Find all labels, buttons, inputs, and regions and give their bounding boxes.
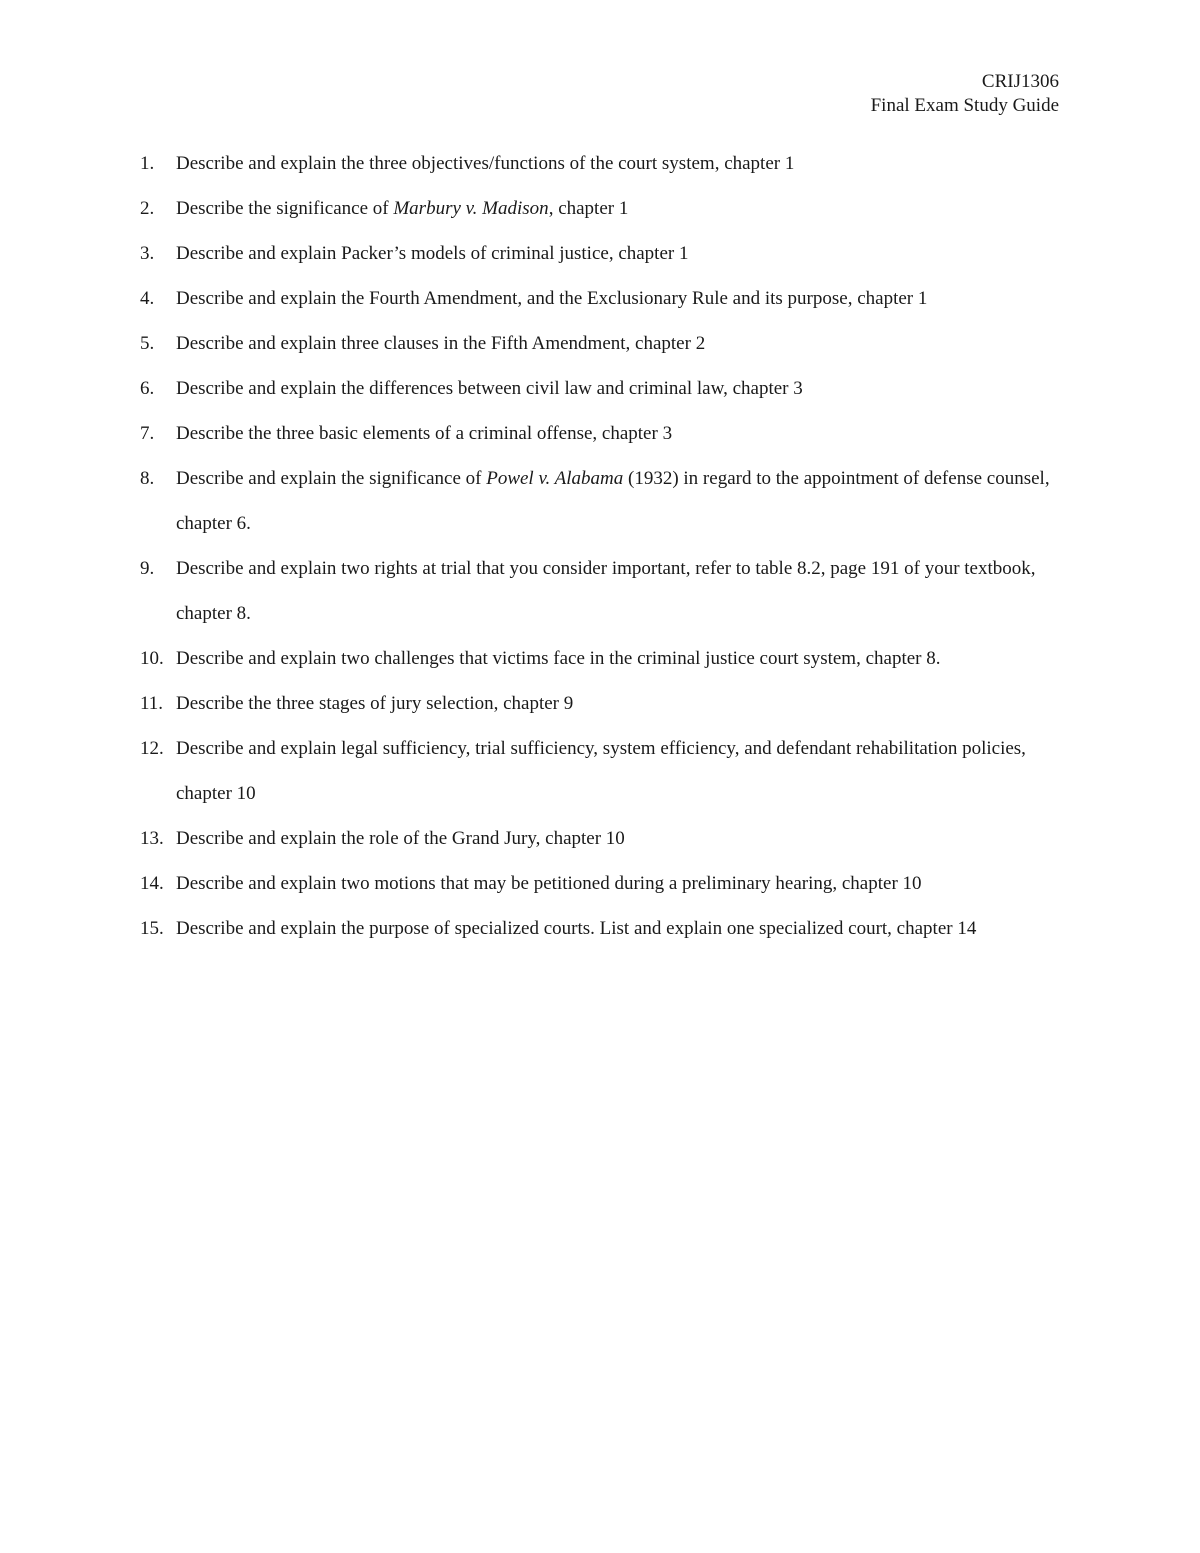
question-text xyxy=(176,693,573,714)
question-text xyxy=(176,288,927,309)
question-number: 12. xyxy=(140,738,164,759)
study-question xyxy=(140,411,1070,456)
question-number: 7. xyxy=(140,423,155,444)
question-text xyxy=(176,243,688,264)
study-question xyxy=(140,141,1070,186)
study-question xyxy=(140,366,1070,411)
study-question xyxy=(140,726,1070,816)
question-text xyxy=(176,828,625,849)
study-question xyxy=(140,681,1070,726)
document-title: Final Exam Study Guide xyxy=(870,95,1059,116)
question-text xyxy=(176,378,803,399)
question-number: 4. xyxy=(140,288,155,309)
study-question xyxy=(140,636,1070,681)
study-question xyxy=(140,906,1070,951)
study-question-list xyxy=(140,141,1070,951)
question-number: 14. xyxy=(140,873,164,894)
question-text-run: Describe and explain two challenges that victims face in the criminal justice court system, chapter 8. xyxy=(176,648,941,669)
course-code: CRIJ1306 xyxy=(981,71,1059,92)
study-question xyxy=(140,456,1070,546)
question-number: 8. xyxy=(140,468,155,489)
study-question xyxy=(140,186,1070,231)
question-number: 11. xyxy=(140,693,164,714)
question-number: 1. xyxy=(140,153,155,174)
study-question xyxy=(140,816,1070,861)
study-question xyxy=(140,276,1070,321)
question-text-run: Describe and explain the three objectives/functions of the court system, chapter 1 xyxy=(176,153,795,174)
study-question xyxy=(140,861,1070,906)
question-text-run: Describe the three stages of jury selection, chapter 9 xyxy=(176,693,574,714)
question-number: 15. xyxy=(140,918,164,939)
question-text-run: Describe and explain legal sufficiency, trial sufficiency, system efficiency, and defendant rehabilitation policies, chapter 10 xyxy=(176,738,1026,804)
question-number: 6. xyxy=(140,378,155,399)
question-number: 2. xyxy=(140,198,155,219)
question-text xyxy=(176,333,705,354)
question-text-run: Describe and explain the role of the Grand Jury, chapter 10 xyxy=(176,828,625,849)
question-text-run: Describe and explain two motions that may be petitioned during a preliminary hearing, chapter 10 xyxy=(176,873,922,894)
question-text xyxy=(176,873,922,894)
question-text-run: Describe and explain the significance of xyxy=(176,468,487,489)
question-number: 10. xyxy=(140,648,164,669)
question-text-run: Describe and explain the Fourth Amendment, and the Exclusionary Rule and its purpose, chapter 1 xyxy=(176,288,928,309)
document-header xyxy=(871,70,1059,118)
question-text xyxy=(176,918,976,939)
study-question xyxy=(140,546,1070,636)
study-question xyxy=(140,231,1070,276)
question-text-run: Describe and explain two rights at trial that you consider important, refer to table 8.2, page 191 of your textbook, chapter 8. xyxy=(176,558,1036,624)
question-text xyxy=(176,198,628,219)
question-text-run: (1932) in regard to the appointment of defense counsel, chapter 6. xyxy=(176,468,1050,534)
question-number: 3. xyxy=(140,243,155,264)
study-question xyxy=(140,321,1070,366)
question-number: 13. xyxy=(140,828,164,849)
question-text-run: Describe and explain three clauses in the Fifth Amendment, chapter 2 xyxy=(176,333,706,354)
question-text-run: , chapter 1 xyxy=(548,198,629,219)
question-text-run: Describe the significance of xyxy=(176,198,394,219)
case-name: Powel v. Alabama xyxy=(486,468,624,489)
case-name: Marbury v. Madison xyxy=(393,198,549,219)
question-text-run: Describe the three basic elements of a criminal offense, chapter 3 xyxy=(176,423,673,444)
question-text-run: Describe and explain the differences between civil law and criminal law, chapter 3 xyxy=(176,378,803,399)
question-text xyxy=(176,153,794,174)
question-number: 5. xyxy=(140,333,155,354)
question-text xyxy=(176,423,672,444)
question-number: 9. xyxy=(140,558,155,579)
question-text xyxy=(176,648,941,669)
question-text-run: Describe and explain Packer’s models of criminal justice, chapter 1 xyxy=(176,243,689,264)
question-text xyxy=(176,468,1050,534)
question-text xyxy=(176,558,1036,624)
question-text xyxy=(176,738,1026,804)
question-text-run: Describe and explain the purpose of specialized courts. List and explain one specialized court, chapter 14 xyxy=(176,918,977,939)
